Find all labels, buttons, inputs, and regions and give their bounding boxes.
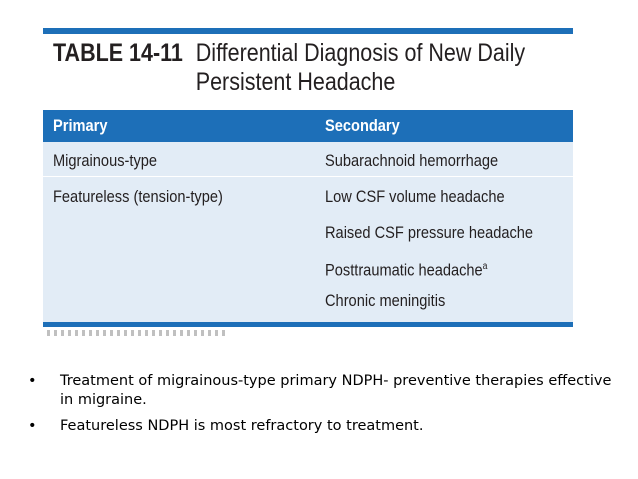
bullet-marker: • — [28, 418, 37, 434]
table-title-line-2: Persistent Headache — [195, 68, 396, 96]
primary-cell-1: Migrainous-type — [53, 151, 158, 170]
secondary-cell-5: Chronic meningitis — [325, 291, 446, 310]
bullet-text: Featureless NDPH is most refractory to treatment. — [60, 418, 424, 434]
header-secondary: Secondary — [325, 116, 400, 135]
footnote-marker: a — [482, 261, 488, 272]
primary-cell-2: Featureless (tension-type) — [53, 187, 223, 206]
cropped-footnote-text — [47, 330, 227, 336]
table-bottom-rule — [43, 322, 573, 327]
bullet-item — [28, 417, 618, 436]
secondary-cell-4 — [325, 256, 487, 282]
table-number: TABLE 14-11 — [53, 39, 183, 67]
table-title-line-1: Differential Diagnosis of New Daily — [195, 39, 526, 67]
secondary-cell-3: Raised CSF pressure headache — [325, 223, 534, 242]
table-top-rule — [43, 28, 573, 34]
differential-diagnosis-table — [43, 110, 573, 325]
bullet-item — [28, 372, 618, 410]
secondary-cell-2: Low CSF volume headache — [325, 187, 505, 206]
bullet-list — [28, 372, 618, 443]
secondary-cell-1: Subarachnoid hemorrhage — [325, 151, 499, 170]
header-primary: Primary — [53, 116, 108, 135]
table-header-row — [43, 110, 573, 142]
row-divider — [43, 176, 573, 177]
bullet-text: Treatment of migrainous-type primary NDPH- preventive therapies effective in migraine. — [60, 373, 612, 408]
table-title — [53, 39, 526, 97]
bullet-marker: • — [28, 373, 37, 389]
table-title-text — [196, 39, 525, 97]
secondary-cell-4-text: Posttraumatic headache — [325, 260, 483, 280]
